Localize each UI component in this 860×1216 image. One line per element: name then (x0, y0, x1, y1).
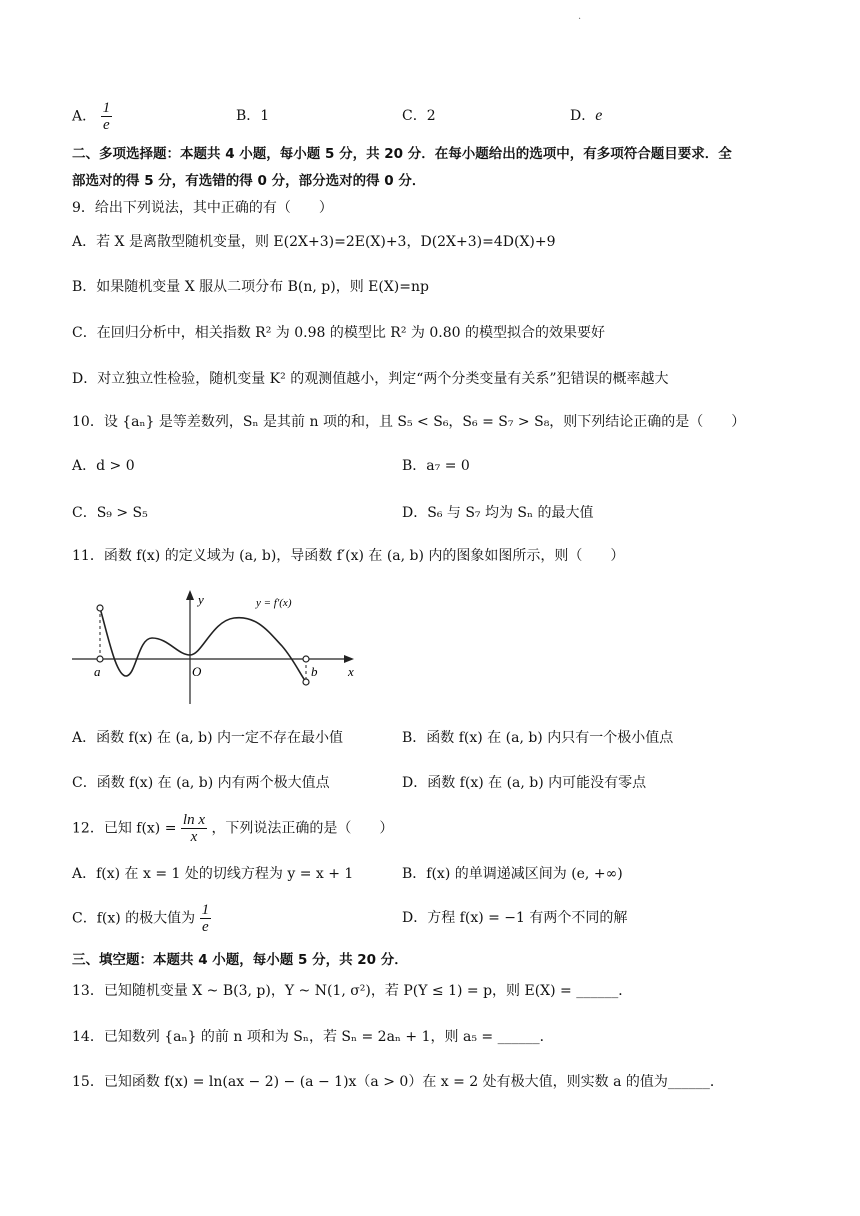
q10-option-a: A．d > 0 (72, 458, 135, 474)
q11-option-a: A．函数 f(x) 在 (a, b) 内一定不存在最小值 (72, 730, 344, 746)
endpoint-a-axis (97, 656, 103, 662)
q15-stem: 15．已知函数 f(x) = ln(ax − 2) − (a − 1)x（a > 0）在 x = 2 处有极大值，则实数 a 的值为______． (72, 1074, 724, 1090)
q11-option-d: D．函数 f(x) 在 (a, b) 内可能没有零点 (402, 775, 647, 791)
fraction-numerator: ln x (182, 812, 205, 828)
q9-option-c: C．在回归分析中，相关指数 R² 为 0.98 的模型比 R² 为 0.80 的模型拟合的效果要好 (72, 325, 605, 341)
endpoint-b-bottom (303, 679, 309, 685)
q14-stem: 14．已知数列 {aₙ} 的前 n 项和为 Sₙ，若 Sₙ = 2aₙ + 1，则 a₅ = ______． (72, 1029, 554, 1045)
q11-option-c: C．函数 f(x) 在 (a, b) 内有两个极大值点 (72, 775, 330, 791)
q10-stem: 10．设 {aₙ} 是等差数列，Sₙ 是其前 n 项的和，且 S₅ < S₆，S₆ = S₇ > S₈，则下列结论正确的是（ ） (72, 414, 746, 430)
fraction-denominator: e (202, 919, 209, 935)
q8-option-d-value: e (595, 107, 603, 124)
fraction-numerator: 1 (201, 902, 210, 918)
q8-option-c: C．2 (402, 108, 436, 124)
q10-option-b: B．a₇ = 0 (402, 458, 470, 474)
derivative-curve (100, 608, 306, 682)
q8-option-a (72, 100, 112, 133)
q8-option-b: B．1 (236, 108, 270, 124)
endpoint-a-top (97, 605, 103, 611)
curve-label: y = f′(x) (256, 597, 292, 609)
q8-option-d (570, 106, 602, 126)
section2-heading-line1: 二、多项选择题：本题共 4 小题，每小题 5 分，共 20 分．在每小题给出的选项中，有多项符合题目要求．全 (72, 146, 732, 162)
q9-stem: 9．给出下列说法，其中正确的有（ ） (72, 200, 333, 216)
q12-option-d: D．方程 f(x) = −1 有两个不同的解 (402, 910, 628, 926)
q12-option-c-fraction (200, 902, 212, 935)
x-axis-label: x (348, 664, 354, 679)
y-axis-arrow-icon (186, 590, 194, 600)
q11-option-b: B．函数 f(x) 在 (a, b) 内只有一个极小值点 (402, 730, 674, 746)
q9-option-b: B．如果随机变量 X 服从二项分布 B(n, p)，则 E(X)=np (72, 279, 429, 295)
point-b-label: b (311, 664, 318, 679)
q10-option-d: D．S₆ 与 S₇ 均为 Sₙ 的最大值 (402, 505, 594, 521)
fraction-denominator: x (190, 829, 198, 845)
q12-stem-fraction (181, 812, 207, 845)
q8-option-a-label: A． (72, 108, 97, 125)
q11-stem: 11．函数 f(x) 的定义域为 (a, b)，导函数 f′(x) 在 (a, b) 内的图象如图所示，则（ ） (72, 548, 625, 564)
point-a-label: a (94, 664, 101, 679)
top-mark: · (578, 14, 582, 25)
q8-option-d-label: D． (570, 108, 596, 124)
section2-heading-line2: 部选对的得 5 分，有选错的得 0 分，部分选对的得 0 分． (72, 173, 426, 189)
origin-label: O (192, 664, 202, 679)
q12-stem-suffix: ，下列说法正确的是（ ） (211, 820, 394, 837)
y-axis-label: y (198, 592, 204, 607)
q12-option-a: A．f(x) 在 x = 1 处的切线方程为 y = x + 1 (72, 866, 354, 882)
q10-option-c: C．S₉ > S₅ (72, 505, 148, 521)
q9-option-d: D．对立独立性检验，随机变量 K² 的观测值越小，判定“两个分类变量有关系”犯错误的概率越大 (72, 371, 669, 387)
q12-option-c-prefix: C．f(x) 的极大值为 (72, 910, 196, 927)
q12-option-b: B．f(x) 的单调递减区间为 (e, +∞) (402, 866, 623, 882)
x-axis-arrow-icon (344, 655, 354, 663)
q13-stem: 13．已知随机变量 X ~ B(3, p)，Y ~ N(1, σ²)，若 P(Y ≤ 1) = p，则 E(X) = ______． (72, 983, 633, 999)
endpoint-b-axis (303, 656, 309, 662)
q12-option-c (72, 902, 211, 935)
q8-option-a-fraction (101, 100, 113, 133)
fraction-numerator: 1 (102, 100, 111, 116)
q12-stem (72, 812, 393, 845)
q12-stem-prefix: 12．已知 f(x) = (72, 820, 181, 837)
derivative-graph (72, 586, 362, 716)
q9-option-a: A．若 X 是离散型随机变量，则 E(2X+3)=2E(X)+3，D(2X+3)=4D(X)+9 (72, 234, 556, 250)
fraction-denominator: e (102, 117, 110, 133)
section3-heading: 三、填空题：本题共 4 小题，每小题 5 分，共 20 分． (72, 952, 408, 968)
